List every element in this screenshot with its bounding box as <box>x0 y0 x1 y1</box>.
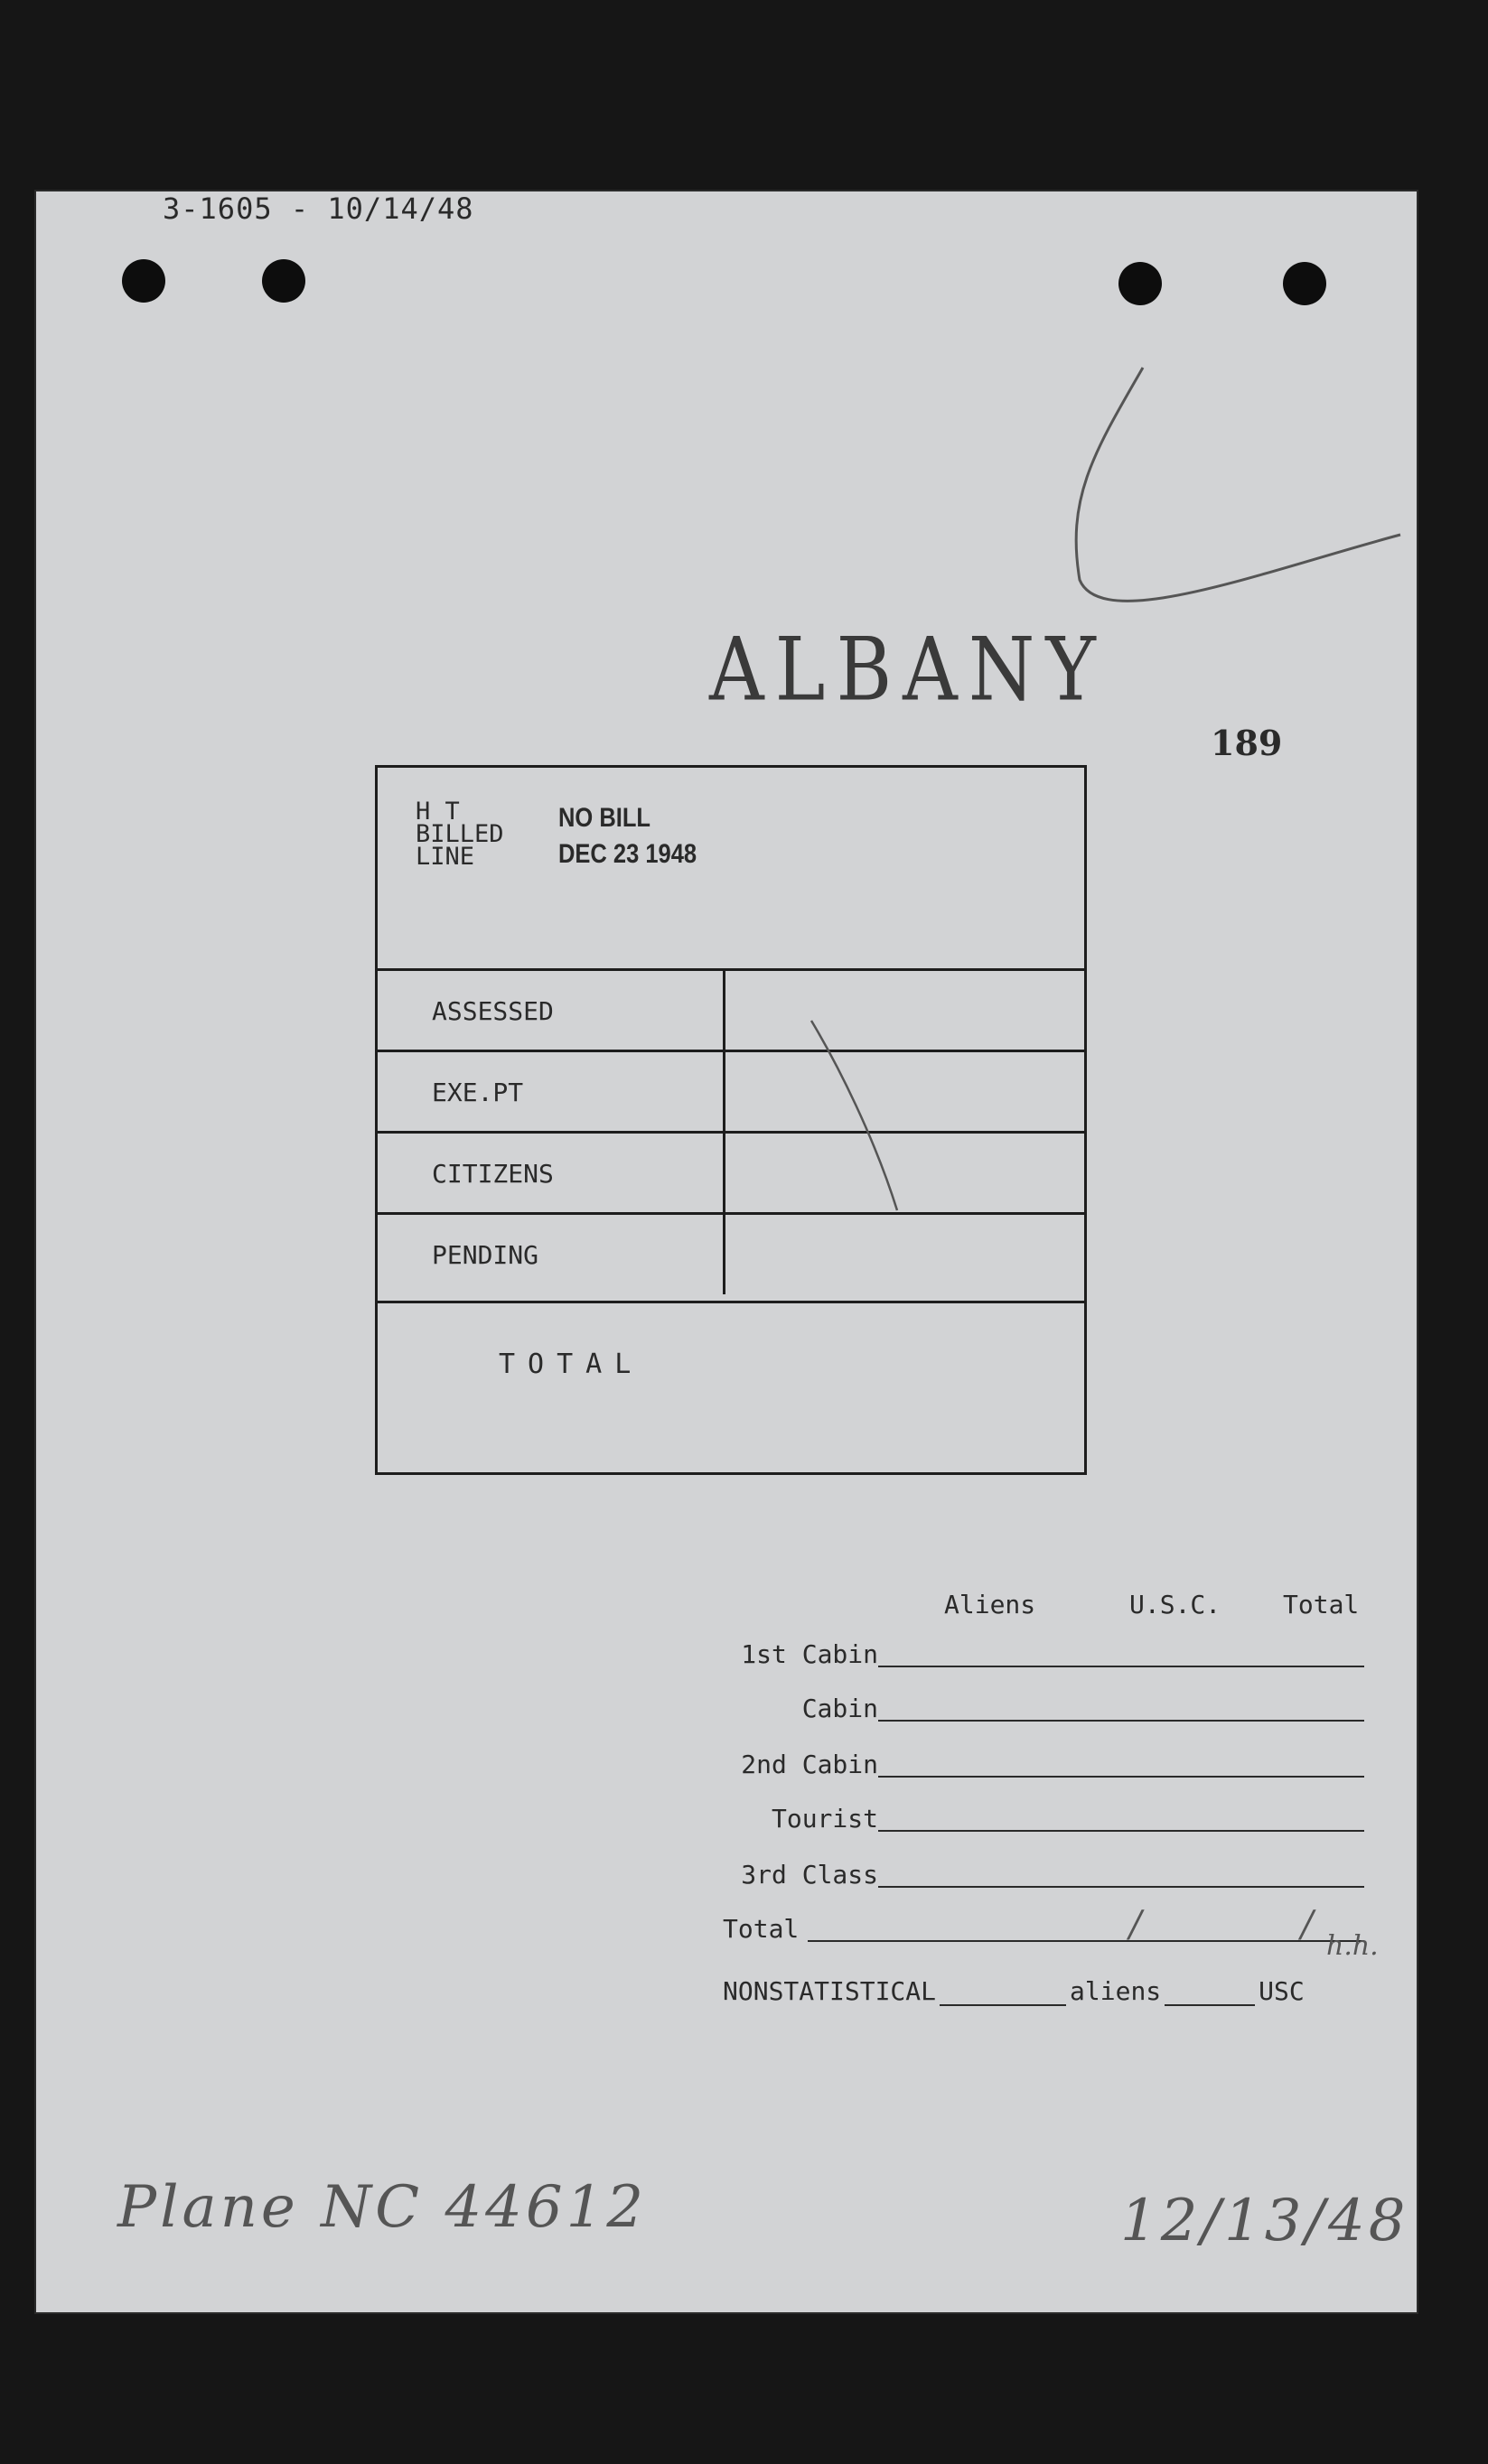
stat-row-label: 3rd Class <box>741 1860 878 1890</box>
no-bill-stamp: NO BILL <box>558 803 650 833</box>
column-header-aliens: Aliens <box>944 1590 1036 1619</box>
stat-row-3rd-class <box>687 1857 1373 1893</box>
billing-row-exempt <box>378 1050 1084 1132</box>
billing-row-pending <box>378 1212 1084 1294</box>
stat-row-line <box>878 1886 1364 1888</box>
total-usc-mark: / <box>1129 1904 1142 1946</box>
handwritten-date: 12/13/48 <box>1120 2188 1409 2254</box>
stat-row-label: 1st Cabin <box>741 1639 878 1669</box>
row-value-cell <box>723 1052 1087 1132</box>
handwritten-initials: h.h. <box>1326 1930 1379 1962</box>
nonstatistical-aliens-blank <box>940 1974 1066 2006</box>
billing-box <box>375 765 1087 1475</box>
billing-header-labels <box>416 798 504 871</box>
row-value-cell <box>723 1134 1087 1213</box>
punch-hole-right-1 <box>1118 262 1162 305</box>
passenger-statistics <box>687 1573 1391 2043</box>
stat-row-cabin <box>687 1691 1373 1727</box>
stat-row-1st-cabin <box>687 1637 1373 1673</box>
total-total-mark: / <box>1301 1904 1314 1946</box>
pencil-check-mark <box>1012 363 1409 652</box>
row-value-cell <box>723 971 1087 1050</box>
row-label: EXE.PT <box>432 1078 524 1107</box>
aliens-label: aliens <box>1070 1976 1162 2006</box>
document-page <box>36 191 1417 2312</box>
stat-row-tourist <box>687 1801 1373 1837</box>
stat-row-line <box>878 1830 1364 1832</box>
header-label-line: LINE <box>416 843 475 871</box>
usc-label: USC <box>1259 1976 1305 2006</box>
billing-row-citizens <box>378 1131 1084 1213</box>
stat-row-line <box>878 1776 1364 1778</box>
billing-stamp <box>558 800 697 873</box>
row-label: PENDING <box>432 1240 539 1270</box>
stat-row-label: Tourist <box>771 1804 878 1834</box>
stat-total-line <box>808 1940 1364 1942</box>
nonstatistical-usc-blank <box>1165 1974 1255 2006</box>
billing-row-total <box>378 1301 1084 1475</box>
punch-hole-right-2 <box>1283 262 1326 305</box>
handwritten-plane-number: Plane NC 44612 <box>117 2174 648 2241</box>
column-header-total: Total <box>1283 1590 1360 1619</box>
column-header-usc: U.S.C. <box>1129 1590 1221 1619</box>
document-number-stamp: 189 <box>1211 723 1283 763</box>
stat-row-2nd-cabin <box>687 1747 1373 1783</box>
bill-date-stamp: DEC 23 1948 <box>558 839 697 869</box>
stat-row-label: 2nd Cabin <box>741 1750 878 1779</box>
punch-hole-left-1 <box>122 259 165 303</box>
stat-row-label: Cabin <box>801 1694 878 1723</box>
nonstatistical-row <box>723 1974 1305 2006</box>
city-stamp: ALBANY <box>709 618 1107 721</box>
stat-row-total <box>687 1904 1373 1947</box>
punch-hole-left-2 <box>262 259 305 303</box>
nonstatistical-label: NONSTATISTICAL <box>723 1976 937 2006</box>
header-label-ht: H T <box>416 798 460 826</box>
form-number: 3-1605 - 10/14/48 <box>163 191 474 226</box>
stat-row-line <box>878 1720 1364 1722</box>
stat-total-label: Total <box>723 1914 800 1944</box>
total-label: TOTAL <box>499 1349 644 1380</box>
stat-row-line <box>878 1666 1364 1667</box>
row-label: CITIZENS <box>432 1159 554 1189</box>
row-value-cell <box>723 1215 1087 1294</box>
header-label-billed: BILLED <box>416 820 504 848</box>
row-label: ASSESSED <box>432 996 554 1026</box>
billing-row-assessed <box>378 968 1084 1050</box>
